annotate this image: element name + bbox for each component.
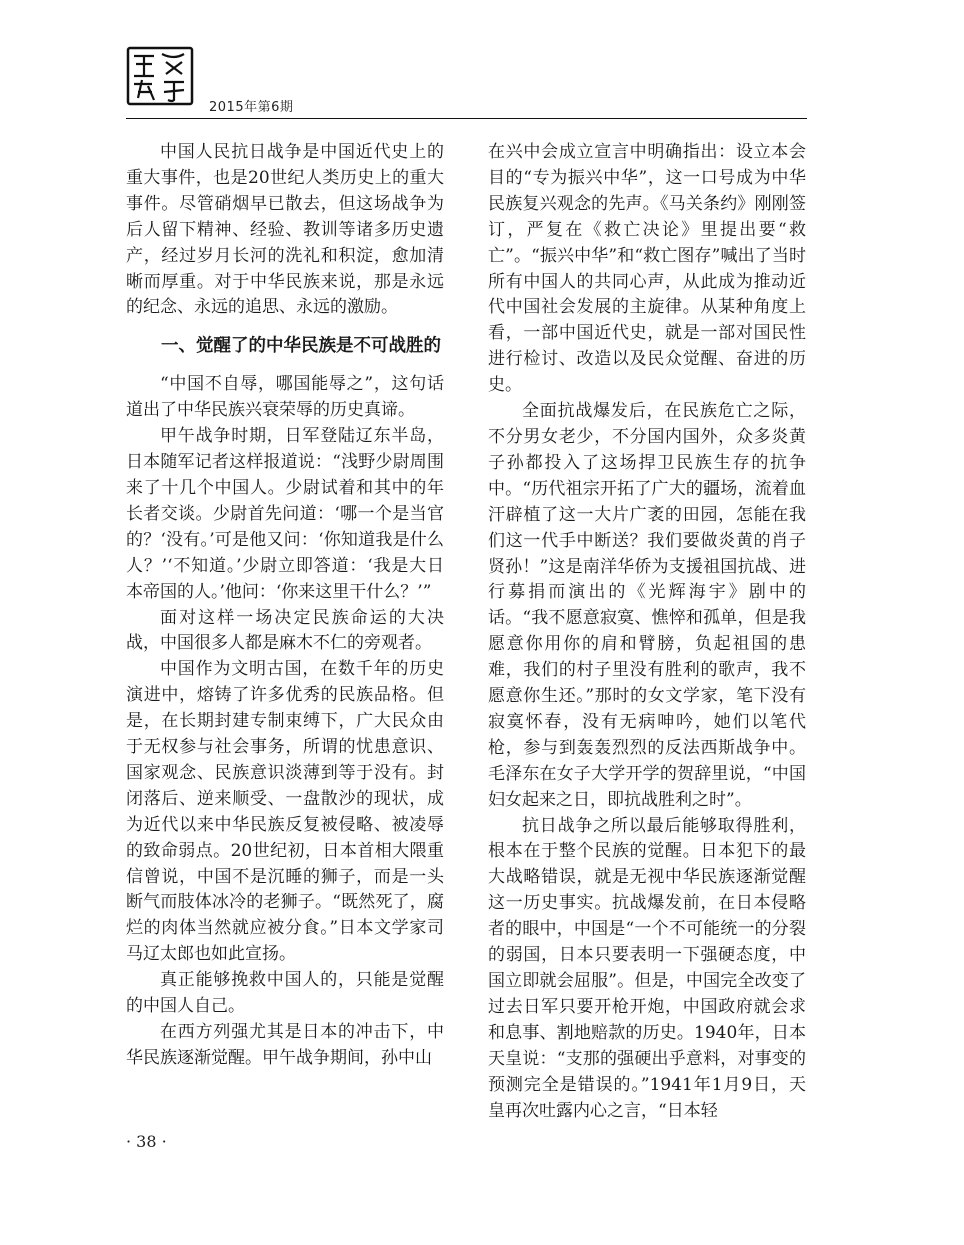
issue-label: 2015年第6期 xyxy=(209,100,294,115)
right-column xyxy=(488,140,806,1124)
header-rule xyxy=(126,118,807,119)
paragraph: 甲午战争时期，日军登陆辽东半岛，日本随军记者这样报道说：“浅野少尉周围来了十几个中国人。少尉试着和其中的年长者交谈。少尉首先问道：‘哪一个是当官的？‘没有。’可是他又问：‘你知道我是什么人？’‘不知道。’少尉立即答道：‘我是大日本帝国的人。’他问：‘你来这里干什么？’” xyxy=(126,426,444,602)
paragraph: 真正能够挽救中国人的，只能是觉醒的中国人自己。 xyxy=(126,970,444,1017)
page-number: · 38 · xyxy=(126,1132,167,1151)
left-column xyxy=(126,140,444,1072)
journal-logo xyxy=(126,46,194,106)
section-heading: 一、觉醒了的中华民族是不可战胜的 xyxy=(161,336,441,357)
paragraph: 抗日战争之所以最后能够取得胜利，根本在于整个民族的觉醒。日本犯下的最大战略错误，就是无视中华民族逐渐觉醒这一历史事实。抗战爆发前，在日本侵略者的眼中，中国是“一个不可能统一的分裂的弱国，日本只要表明一下强硬态度，中国立即就会屈服”。但是，中国完全改变了过去日军只要开枪开炮，中国政府就会求和息事、割地赔款的历史。1940年，日本天皇说：“支那的强硬出乎意料，对事变的预测完全是错误的。”1941年1月9日，天皇再次吐露内心之言，“日本轻 xyxy=(488,815,806,1121)
paragraph: 中国作为文明古国，在数千年的历史演进中，熔铸了许多优秀的民族品格。但是，在长期封建专制束缚下，广大民众由于无权参与社会事务，所谓的忧患意识、国家观念、民族意识淡薄到等于没有。封闭落后、逆来顺受、一盘散沙的现状，成为近代以来中华民族反复被侵略、被凌辱的致命弱点。20世纪初，日本首相大隈重信曾说，中国不是沉睡的狮子，而是一头断气而肢体冰冷的老狮子。“既然死了，腐烂的肉体当然就应被分食。”日本文学家司马辽太郎也如此宣扬。 xyxy=(126,659,444,965)
paragraph: 面对这样一场决定民族命运的大决战，中国很多人都是麻木不仁的旁观者。 xyxy=(126,607,444,654)
paragraph: 在西方列强尤其是日本的冲击下，中华民族逐渐觉醒。甲午战争期间，孙中山 xyxy=(126,1022,444,1068)
logo-text: 近代史研究所 xyxy=(126,46,132,47)
paragraph: 全面抗战爆发后，在民族危亡之际，不分男女老少，不分国内国外，众多炎黄子孙都投入了这场捍卫民族生存的抗争中。“历代祖宗开拓了广大的疆场，流着血汗辟植了这一大片广袤的田园，怎能在我们这一代手中断送？我们要做炎黄的肖子贤孙！”这是南洋华侨为支援祖国抗战、进行募捐而演出的《光辉海宇》剧中的话。“我不愿意寂寞、憔悴和孤单，但是我愿意你用你的肩和臂膀，负起祖国的患难，我们的村子里没有胜利的歌声，我不愿意你生还。”那时的女文学家，笔下没有寂寞怀春，没有无病呻吟，她们以笔代枪，参与到轰轰烈烈的反法西斯战争中。毛泽东在女子大学开学的贺辞里说，“中国妇女起来之日，即抗战胜利之时”。 xyxy=(488,401,806,810)
paragraph: “中国不自辱，哪国能辱之”，这句话道出了中华民族兴衰荣辱的历史真谛。 xyxy=(126,374,444,421)
intro-paragraph: 中国人民抗日战争是中国近代史上的重大事件，也是20世纪人类历史上的重大事件。尽管硝烟早已散去，但这场战争为后人留下精神、经验、教训等诸多历史遗产，经过岁月长河的洗礼和积淀，愈加清晰而厚重。对于中华民族来说，那是永远的纪念、永远的追思、永远的激励。 xyxy=(126,142,444,318)
paragraph-continued: 在兴中会成立宣言中明确指出：设立本会目的“专为振兴中华”，这一口号成为中华民族复兴观念的先声。《马关条约》刚刚签订，严复在《救亡决论》里提出要“救亡”。“振兴中华”和“救亡图存”喊出了当时所有中国人的共同心声，从此成为推动近代中国社会发展的主旋律。从某种角度上看，一部中国近代史，就是一部对国民性进行检讨、改造以及民众觉醒、奋进的历史。 xyxy=(488,142,806,396)
